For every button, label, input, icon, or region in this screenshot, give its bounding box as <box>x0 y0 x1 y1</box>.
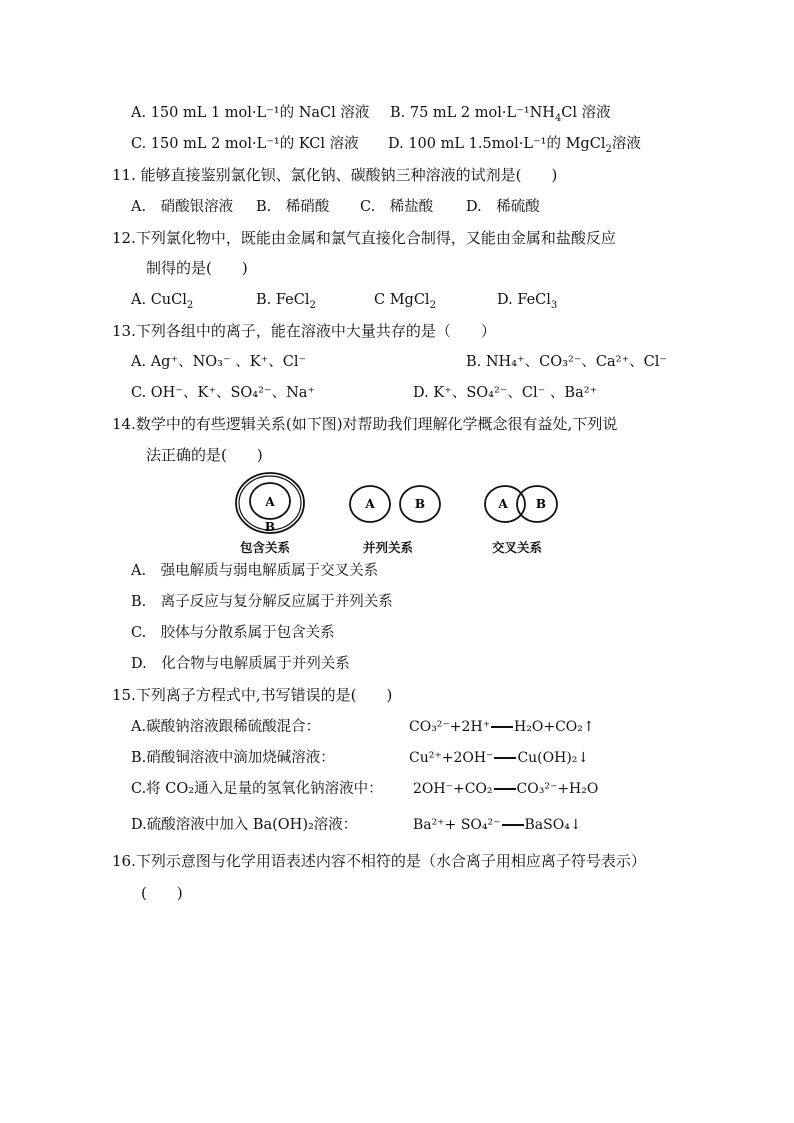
q14-stem-line2: 法正确的是( ) <box>146 446 263 464</box>
eq-b-right: Cu(OH)₂↓ <box>517 750 590 766</box>
q14-option-d: D. 化合物与电解质属于并列关系 <box>131 656 350 672</box>
diagram-label-intersection: 交叉关系 <box>492 540 543 555</box>
containment-label-b: B <box>264 520 276 534</box>
q15-equation-d <box>413 816 582 834</box>
diagram-label-parallel: 并列关系 <box>363 540 414 555</box>
q13-option-d: D. K⁺、SO₄²⁻、Cl⁻ 、Ba²⁺ <box>413 385 598 401</box>
q11-option-d: D. 稀硫酸 <box>466 199 540 215</box>
q12-option-c-sub: 2 <box>429 299 436 311</box>
q11-option-c: C. 稀盐酸 <box>360 199 434 215</box>
q16-answer-blank: ( ) <box>141 884 183 902</box>
q12-option-c-text: C MgCl <box>374 292 430 308</box>
q13-stem: 13.下列各组中的离子，能在溶液中大量共存的是（ ） <box>112 322 496 340</box>
eq-b-arrow <box>494 757 516 759</box>
q12-option-d-sub: 3 <box>550 299 558 311</box>
eq-d-arrow <box>502 824 524 826</box>
q10-option-b-sub: 4 <box>554 112 562 124</box>
q10-option-b <box>390 104 611 122</box>
q15-option-b: B.硝酸铜溶液中滴加烧碱溶液： <box>131 750 335 766</box>
logic-relations-diagram <box>225 470 575 540</box>
q14-option-c: C. 胶体与分散系属于包含关系 <box>131 625 335 641</box>
q14-stem-line1: 14.数学中的有些逻辑关系(如下图)对帮助我们理解化学概念很有益处,下列说 <box>112 415 618 433</box>
q12-option-b <box>256 291 316 309</box>
q10-option-d-pre: D. 100 mL 1.5mol·L⁻¹的 MgCl <box>388 136 606 152</box>
eq-b-left: Cu²⁺+2OH⁻ <box>409 750 494 766</box>
intersection-label-a: A <box>498 497 508 511</box>
q16-stem: 16.下列示意图与化学用语表述内容不相符的是（水合离子用相应离子符号表示） <box>112 852 646 870</box>
q15-equation-b <box>409 749 589 767</box>
q15-equation-c <box>413 780 598 798</box>
q12-option-d-text: D. FeCl <box>497 292 551 308</box>
q12-option-a <box>131 291 193 309</box>
intersection-label-b: B <box>535 497 547 511</box>
parallel-label-b: B <box>414 497 426 511</box>
eq-c-arrow <box>494 788 516 790</box>
q10-option-a: A. 150 mL 1 mol·L⁻¹的 NaCl 溶液 <box>131 105 370 121</box>
q12-option-b-sub: 2 <box>309 299 316 311</box>
q12-stem-line1: 12.下列氯化物中，既能由金属和氯气直接化合制得，又能由金属和盐酸反应 <box>112 229 616 247</box>
q14-option-b: B. 离子反应与复分解反应属于并列关系 <box>131 594 393 610</box>
containment-label-a: A <box>265 495 275 509</box>
q12-option-b-text: B. FeCl <box>256 292 310 308</box>
q11-option-a: A. 硝酸银溶液 <box>131 199 234 215</box>
eq-c-right: CO₃²⁻+H₂O <box>516 781 599 797</box>
q12-option-a-text: A. CuCl <box>131 292 187 308</box>
q10-option-b-post: Cl 溶液 <box>561 105 611 121</box>
q15-stem: 15.下列离子方程式中,书写错误的是( ) <box>112 686 393 704</box>
q12-option-c <box>374 291 436 309</box>
eq-d-right: BaSO₄↓ <box>524 817 582 833</box>
parallel-label-a: A <box>365 497 375 511</box>
q12-option-a-sub: 2 <box>186 299 194 311</box>
q11-stem: 11. 能够直接鉴别氯化钡、氯化钠、碳酸钠三种溶液的试剂是( ) <box>112 166 558 184</box>
eq-a-right: H₂O+CO₂↑ <box>514 719 595 735</box>
q15-option-c: C.将 CO₂通入足量的氢氧化钠溶液中： <box>131 781 383 797</box>
q13-option-c: C. OH⁻、K⁺、SO₄²⁻、Na⁺ <box>131 385 316 401</box>
eq-a-left: CO₃²⁻+2H⁺ <box>409 719 491 735</box>
q13-option-b: B. NH₄⁺、CO₃²⁻、Ca²⁺、Cl⁻ <box>466 354 668 370</box>
q10-option-c: C. 150 mL 2 mol·L⁻¹的 KCl 溶液 <box>131 136 359 152</box>
diagram-label-containment: 包含关系 <box>240 540 291 555</box>
q10-option-d-sub: 2 <box>605 143 612 155</box>
q10-option-d <box>388 135 641 153</box>
q14-option-a: A. 强电解质与弱电解质属于交叉关系 <box>131 563 379 579</box>
q15-option-a: A.碳酸钠溶液跟稀硫酸混合： <box>131 719 321 735</box>
eq-c-left: 2OH⁻+CO₂ <box>413 781 493 797</box>
q10-option-b-pre: B. 75 mL 2 mol·L⁻¹NH <box>390 105 555 121</box>
q11-option-b: B. 稀硝酸 <box>256 199 330 215</box>
q15-equation-a <box>409 718 595 736</box>
eq-d-left: Ba²⁺+ SO₄²⁻ <box>413 817 501 833</box>
q12-option-d <box>497 291 557 309</box>
q15-option-d: D.硫酸溶液中加入 Ba(OH)₂溶液： <box>131 817 358 833</box>
q10-option-d-post: 溶液 <box>611 136 641 152</box>
eq-a-arrow <box>491 726 513 728</box>
q12-stem-line2: 制得的是( ) <box>146 259 248 277</box>
q13-option-a: A. Ag⁺、NO₃⁻ 、K⁺、Cl⁻ <box>131 354 307 370</box>
